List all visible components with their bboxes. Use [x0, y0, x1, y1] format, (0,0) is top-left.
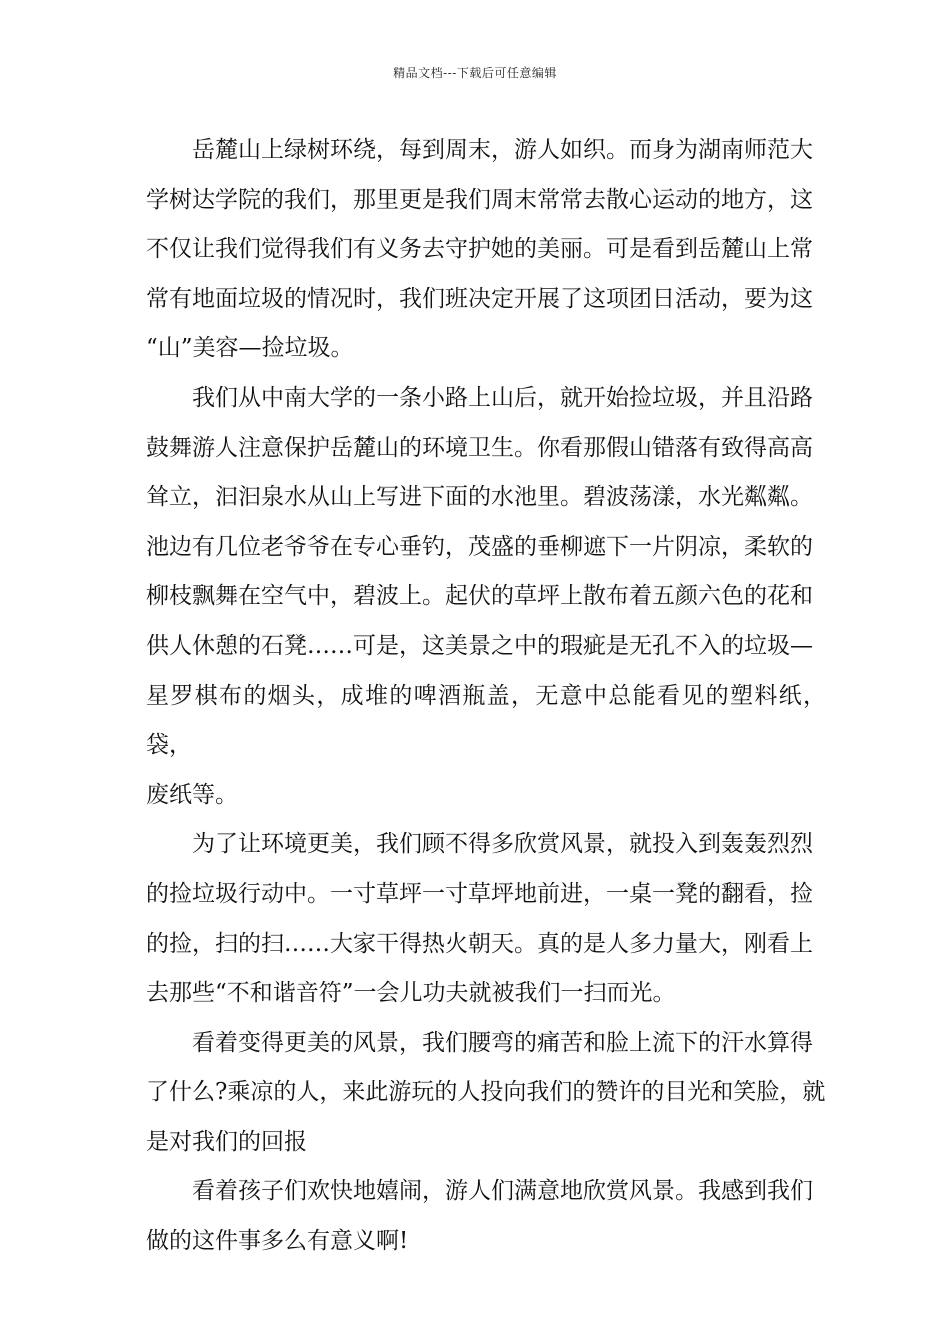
paragraph-3	[146, 820, 826, 1018]
paragraph-line: 为了让环境更美，我们顾不得多欣赏风景，就投入到轰轰烈烈	[192, 831, 813, 858]
paragraph-line: 看着孩子们欢快地嬉闹，游人们满意地欣赏风景。我感到我们	[192, 1178, 813, 1205]
paragraph-5	[146, 1167, 826, 1266]
paragraph-line: 池边有几位老爷爷在专心垂钓，茂盛的垂柳遮下一片阴凉，柔软的	[146, 533, 813, 560]
paragraph-line: 岳麓山上绿树环绕，每到周末，游人如织。而身为湖南师范大	[192, 137, 813, 163]
paragraph-2	[146, 374, 826, 820]
paragraph-line: 去那些“不和谐音符”一会儿功夫就被我们一扫而光。	[146, 980, 676, 1007]
paragraph-line: 耸立，汩汩泉水从山上写进下面的水池里。碧波荡漾，水光粼粼。	[146, 484, 813, 511]
paragraph-line: 的捡垃圾行动中。一寸草坪一寸草坪地前进，一桌一凳的翻看，捡	[146, 880, 813, 907]
paragraph-line: 了什么?乘凉的人，来此游玩的人投向我们的赞许的目光和笑脸，就	[146, 1079, 826, 1106]
page-header: 精品文档---下载后可任意编辑	[393, 66, 557, 80]
paragraph-4	[146, 1019, 826, 1168]
paragraph-line: “山”美容—捡垃圾。	[146, 335, 354, 362]
paragraph-line: 柳枝飘舞在空气中，碧波上。起伏的草坪上散布着五颜六色的花和	[146, 583, 813, 610]
paragraph-line: 废纸等。	[146, 781, 238, 808]
paragraph-line: 做的这件事多么有意义啊!	[146, 1228, 409, 1255]
paragraph-line: 是对我们的回报	[146, 1128, 307, 1155]
document-body	[146, 126, 826, 1267]
paragraph-line: 常有地面垃圾的情况时，我们班决定开展了这项团日活动，要为这	[146, 285, 813, 312]
paragraph-line: 学树达学院的我们，那里更是我们周末常常去散心运动的地方，这	[146, 186, 813, 213]
paragraph-line: 的捡，扫的扫……大家干得热火朝天。真的是人多力量大，刚看上	[146, 930, 813, 957]
paragraph-line: 星罗棋布的烟头，成堆的啤酒瓶盖，无意中总能看见的塑料纸，袋，	[146, 682, 826, 759]
paragraph-line: 鼓舞游人注意保护岳麓山的环境卫生。你看那假山错落有致得高高	[146, 434, 813, 461]
paragraph-1	[146, 126, 826, 374]
paragraph-line: 看着变得更美的风景，我们腰弯的痛苦和脸上流下的汗水算得	[192, 1029, 813, 1056]
paragraph-line: 供人休憩的石凳……可是，这美景之中的瑕疵是无孔不入的垃圾—	[146, 632, 813, 659]
paragraph-line: 不仅让我们觉得我们有义务去守护她的美丽。可是看到岳麓山上常	[146, 236, 813, 263]
paragraph-line: 我们从中南大学的一条小路上山后，就开始捡垃圾，并且沿路	[192, 384, 813, 411]
